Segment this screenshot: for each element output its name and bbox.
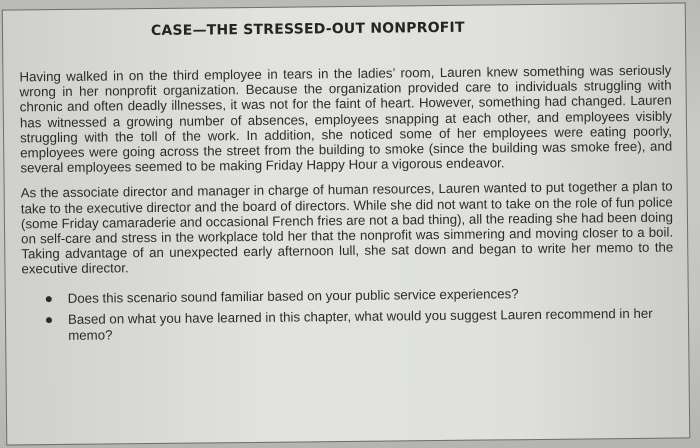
case-title: CASE—THE STRESSED-OUT NONPROFIT <box>150 19 465 40</box>
case-content <box>19 8 674 350</box>
case-paragraph-2: As the associate director and manager in charge of human resources, Lauren wanted to put together a plan to take to the executive director and the board of directors. While she did not want to take on the role of fun police (some Friday camaraderie and occasional French fries are not a bad thing), all the reading she had been doing on self-care and stress in the workplace told her that the nonprofit was simmering and moving closer to a boil. Taking advantage of an unexpected early afternoon lull, she sat down and began to write her memo to the executive director. <box>20 178 674 277</box>
question-item <box>44 284 674 306</box>
case-paragraph-1: Having walked in on the third employee in tears in the ladies’ room, Lauren knew something was seriously wrong in her nonprofit organization. Because the organization provided care to individuals struggling with chronic and often deadly illnesses, it was not for the faint of heart. However, something had changed. Lauren has witnessed a growing number of absences, employees snapping at each other, and employees visibly struggling with the toll of the work. In addition, she noticed some of her employees were eating poorly, employees were going across the street from the building to smoke (since the building was smoke free), and several employees seemed to be making Friday Happy Hour a vigorous endeavor. <box>19 62 673 176</box>
discussion-questions <box>22 284 675 344</box>
bullet-icon <box>46 296 52 302</box>
question-item <box>44 306 674 344</box>
question-text: Does this scenario sound familiar based on your public service experiences? <box>67 285 519 306</box>
question-text: Based on what you have learned in this chapter, what would you suggest Lauren recommend in her memo? <box>67 306 653 343</box>
case-box <box>2 2 691 445</box>
bullet-icon <box>46 317 52 323</box>
